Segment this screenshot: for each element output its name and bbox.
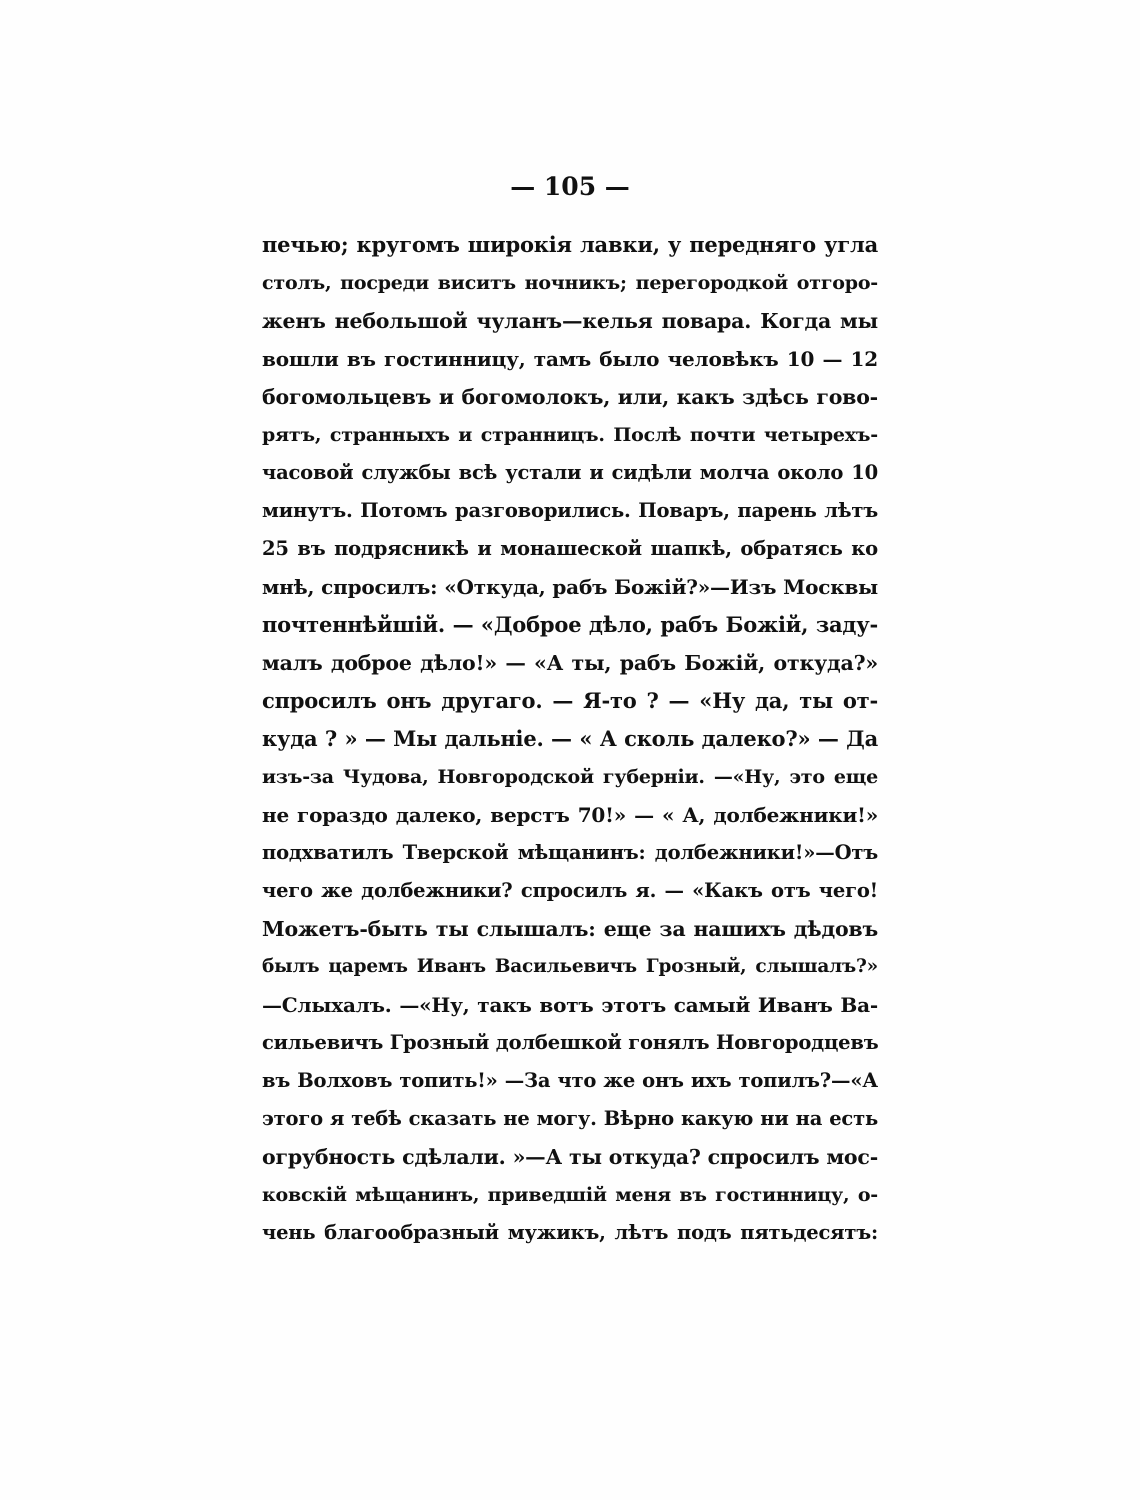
text-line: въ Волховъ топить!» —За что же онъ ихъ топилъ?—«А <box>262 1069 878 1092</box>
text-line: рятъ, странныхъ и странницъ. Послѣ почти четырехъ- <box>262 424 878 446</box>
text-line: ковскій мѣщанинъ, приведшій меня въ гостинницу, о- <box>262 1184 878 1206</box>
text-line: огрубность сдѣлали. »—А ты откуда? спросилъ мос- <box>262 1145 878 1169</box>
text-line: минутъ. Потомъ разговорились. Поваръ, парень лѣтъ <box>262 499 878 522</box>
text-line: былъ царемъ Иванъ Васильевичъ Грозный, слышалъ?» <box>262 956 878 977</box>
text-line: малъ доброе дѣло!» — «А ты, рабъ Божій, откуда?» <box>262 651 878 675</box>
text-line: спросилъ онъ другаго. — Я-то ? — «Ну да, ты от- <box>262 688 878 713</box>
text-line: столъ, посреди виситъ ночникъ; перегородкой отгоро- <box>262 272 878 294</box>
text-line: 25 въ подрясникѣ и монашеской шапкѣ, обратясь ко <box>262 537 878 560</box>
text-line: богомольцевъ и богомолокъ, или, какъ здѣсь гово- <box>262 385 878 409</box>
text-line: изъ-за Чудова, Новгородской губерніи. —«Ну, это еще <box>262 766 878 788</box>
body-text <box>262 226 878 1252</box>
text-line: Можетъ-быть ты слышалъ: еще за нашихъ дѣдовъ <box>262 917 878 941</box>
text-line: вошли въ гостинницу, тамъ было человѣкъ 10 — 12 <box>262 347 878 371</box>
text-line: этого я тебѣ сказать не могу. Вѣрно какую ни на есть <box>262 1107 878 1130</box>
text-line: подхватилъ Тверской мѣщанинъ: долбежники!»—Отъ <box>262 841 878 864</box>
text-line: печью; кругомъ широкія лавки, у передняго угла <box>262 232 878 257</box>
page-number: — 105 — <box>510 172 630 201</box>
text-line: женъ небольшой чуланъ—келья повара. Когда мы <box>262 309 878 333</box>
text-line: —Слыхалъ. —«Ну, такъ вотъ этотъ самый Иванъ Ва- <box>262 993 878 1017</box>
text-line: чень благообразный мужикъ, лѣтъ подъ пятьдесятъ: <box>262 1221 878 1244</box>
text-line: почтеннѣйшій. — «Доброе дѣло, рабъ Божій, заду- <box>262 612 878 637</box>
text-line: не гораздо далеко, верстъ 70!» — « А, долбежники!» <box>262 803 878 827</box>
text-line: чего же долбежники? спросилъ я. — «Какъ отъ чего! <box>262 879 878 902</box>
text-line: сильевичъ Грозный долбешкой гонялъ Новгородцевъ <box>262 1031 879 1054</box>
text-line: куда ? » — Мы дальніе. — « А сколь далеко?» — Да <box>262 726 878 751</box>
text-line: мнѣ, спросилъ: «Откуда, рабъ Божій?»—Изъ Москвы <box>262 575 878 599</box>
text-line: часовой службы всѣ устали и сидѣли молча около 10 <box>262 461 878 484</box>
